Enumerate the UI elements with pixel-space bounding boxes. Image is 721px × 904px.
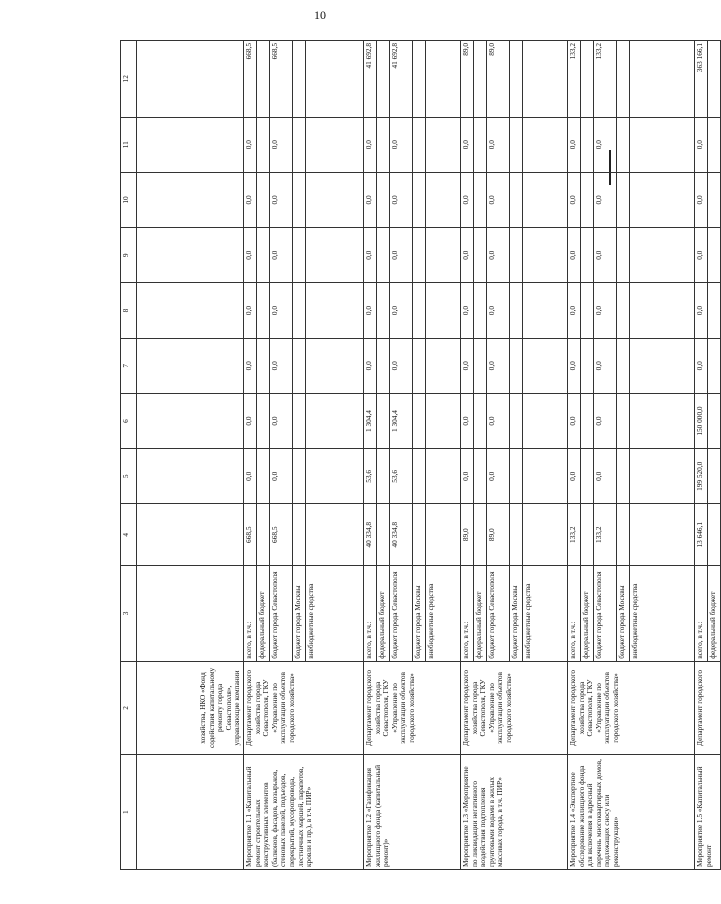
value-cell: [474, 393, 487, 448]
column-header: 10: [121, 172, 137, 227]
value-cell: [413, 117, 426, 172]
header-row: [121, 41, 137, 870]
value-cell: [510, 504, 523, 566]
column-header: 6: [121, 393, 137, 448]
value-cell: [630, 449, 695, 504]
funding-source-cell: всего, в т.ч.:: [461, 566, 474, 662]
continuation-executor-cell: хозяйства, НКО «Фонд содействия капитальному ремонту города Севастополя», управляющие компании: [137, 661, 244, 755]
value-cell: 89,0: [487, 41, 510, 118]
value-cell: [306, 338, 364, 393]
value-cell: 89,0: [461, 41, 474, 118]
value-cell: [581, 117, 594, 172]
value-cell: [474, 172, 487, 227]
value-cell: [306, 172, 364, 227]
value-cell: [306, 117, 364, 172]
value-cell: 0,0: [364, 172, 377, 227]
value-cell: [581, 283, 594, 338]
continuation-empty-cell: [137, 449, 244, 504]
value-cell: [523, 338, 568, 393]
value-cell: [257, 41, 270, 118]
value-cell: [510, 117, 523, 172]
value-cell: [377, 504, 390, 566]
value-cell: [426, 338, 461, 393]
continuation-empty-cell: [137, 338, 244, 393]
funding-source-cell: бюджет города Москвы: [510, 566, 523, 662]
value-cell: [617, 338, 630, 393]
column-header: 3: [121, 566, 137, 662]
value-cell: [306, 228, 364, 283]
value-cell: 133,2: [594, 504, 617, 566]
value-cell: [413, 41, 426, 118]
budget-row: [568, 41, 581, 870]
value-cell: [630, 172, 695, 227]
value-cell: 0,0: [244, 449, 257, 504]
value-cell: [708, 41, 721, 118]
value-cell: 0,0: [487, 172, 510, 227]
value-cell: [257, 393, 270, 448]
value-cell: 0,0: [594, 228, 617, 283]
funding-source-cell: внебюджетные средства: [426, 566, 461, 662]
value-cell: 199 520,0: [695, 449, 708, 504]
value-cell: 40 334,8: [390, 504, 413, 566]
value-cell: [708, 504, 721, 566]
value-cell: [426, 283, 461, 338]
value-cell: [523, 117, 568, 172]
budget-row: [461, 41, 474, 870]
column-header: 2: [121, 661, 137, 755]
value-cell: 668,5: [270, 41, 293, 118]
value-cell: 0,0: [695, 338, 708, 393]
funding-source-cell: внебюджетные средства: [523, 566, 568, 662]
column-header: 5: [121, 449, 137, 504]
funding-source-cell: федеральный бюджет: [581, 566, 594, 662]
value-cell: 1 304,4: [364, 393, 377, 448]
value-cell: 0,0: [270, 117, 293, 172]
value-cell: [293, 338, 306, 393]
value-cell: 133,2: [568, 504, 581, 566]
value-cell: [426, 449, 461, 504]
value-cell: 13 646,1: [695, 504, 708, 566]
value-cell: [377, 117, 390, 172]
value-cell: 0,0: [461, 393, 474, 448]
value-cell: [426, 393, 461, 448]
value-cell: 0,0: [461, 172, 474, 227]
value-cell: [413, 338, 426, 393]
value-cell: [474, 228, 487, 283]
value-cell: [426, 172, 461, 227]
event-name-cell: Мероприятие 1.2 «Газификация жилищного фонда (капитальный ремонт)»: [364, 755, 461, 870]
funding-source-cell: бюджет города Севастополя: [487, 566, 510, 662]
value-cell: [581, 338, 594, 393]
value-cell: [581, 393, 594, 448]
value-cell: 668,5: [244, 504, 257, 566]
value-cell: [510, 338, 523, 393]
event-name-cell: Мероприятие 1.1 «Капитальный ремонт строительных конструктивных элементов (балконов, фасадов, козырьков, стеновых панелей, подъездов, перекрытий, мусоропровода, лестничных маршей, парапетов, кровли и пр.), в т.ч. ПИР»: [244, 755, 364, 870]
value-cell: [293, 117, 306, 172]
value-cell: [523, 41, 568, 118]
value-cell: 0,0: [568, 449, 581, 504]
column-header: 8: [121, 283, 137, 338]
value-cell: 0,0: [244, 117, 257, 172]
value-cell: 0,0: [390, 117, 413, 172]
value-cell: [510, 283, 523, 338]
value-cell: 133,2: [568, 41, 581, 118]
value-cell: [426, 117, 461, 172]
executor-cell: Департамент городского хозяйства города Севастополя, ГКУ «Управление по эксплуатации объектов городского хозяйства»: [461, 661, 568, 755]
value-cell: 0,0: [244, 393, 257, 448]
column-header: 1: [121, 755, 137, 870]
column-header: 11: [121, 117, 137, 172]
value-cell: 0,0: [695, 172, 708, 227]
value-cell: [630, 393, 695, 448]
value-cell: [306, 393, 364, 448]
value-cell: [630, 228, 695, 283]
value-cell: 1 304,4: [390, 393, 413, 448]
value-cell: [293, 283, 306, 338]
column-header: 9: [121, 228, 137, 283]
value-cell: [413, 449, 426, 504]
value-cell: [257, 338, 270, 393]
value-cell: 0,0: [244, 172, 257, 227]
funding-source-cell: федеральный бюджет: [377, 566, 390, 662]
value-cell: 0,0: [594, 393, 617, 448]
value-cell: [377, 393, 390, 448]
value-cell: 89,0: [461, 504, 474, 566]
continuation-empty-cell: [137, 228, 244, 283]
value-cell: [257, 117, 270, 172]
funding-source-cell: всего, в т.ч.:: [364, 566, 377, 662]
value-cell: [306, 504, 364, 566]
value-cell: [523, 228, 568, 283]
value-cell: 89,0: [487, 504, 510, 566]
value-cell: [617, 504, 630, 566]
value-cell: [257, 172, 270, 227]
funding-source-cell: всего, в т.ч.:: [244, 566, 257, 662]
value-cell: [257, 504, 270, 566]
value-cell: 0,0: [270, 283, 293, 338]
value-cell: 0,0: [364, 228, 377, 283]
value-cell: 41 692,8: [364, 41, 377, 118]
continuation-empty-cell: [137, 172, 244, 227]
value-cell: 0,0: [390, 283, 413, 338]
value-cell: [474, 283, 487, 338]
budget-row: [244, 41, 257, 870]
value-cell: 0,0: [390, 172, 413, 227]
value-cell: [708, 228, 721, 283]
value-cell: 0,0: [594, 449, 617, 504]
value-cell: 0,0: [244, 338, 257, 393]
event-name-cell: Мероприятие 1.4 «Экспертное обследование жилищного фонда для включения в адресный перечень многоквартирных домов, подлежащих сносу или реконструкции»: [568, 755, 695, 870]
value-cell: 0,0: [487, 449, 510, 504]
value-cell: [377, 338, 390, 393]
page-number: 10: [314, 8, 326, 22]
continuation-empty-cell: [137, 117, 244, 172]
column-header: 7: [121, 338, 137, 393]
value-cell: [708, 283, 721, 338]
value-cell: 0,0: [568, 338, 581, 393]
value-cell: [293, 172, 306, 227]
rotated-table-container: [120, 40, 717, 870]
funding-source-cell: федеральный бюджет: [257, 566, 270, 662]
value-cell: [426, 41, 461, 118]
value-cell: 0,0: [487, 338, 510, 393]
value-cell: 0,0: [244, 228, 257, 283]
value-cell: [257, 283, 270, 338]
funding-source-cell: бюджет города Москвы: [617, 566, 630, 662]
value-cell: 0,0: [364, 283, 377, 338]
value-cell: [630, 338, 695, 393]
value-cell: [293, 393, 306, 448]
value-cell: [413, 228, 426, 283]
continuation-empty-cell: [137, 283, 244, 338]
value-cell: [377, 283, 390, 338]
value-cell: [581, 228, 594, 283]
value-cell: 0,0: [461, 117, 474, 172]
value-cell: 0,0: [568, 228, 581, 283]
funding-source-cell: бюджет города Севастополя: [390, 566, 413, 662]
value-cell: [413, 393, 426, 448]
value-cell: 0,0: [461, 228, 474, 283]
value-cell: 0,0: [244, 283, 257, 338]
value-cell: [523, 172, 568, 227]
value-cell: 0,0: [695, 117, 708, 172]
value-cell: [523, 393, 568, 448]
value-cell: [474, 117, 487, 172]
value-cell: [306, 283, 364, 338]
value-cell: [630, 117, 695, 172]
executor-cell: Департамент городского хозяйства города Севастополя, ГКУ «Управление по эксплуатации объектов городского хозяйства»: [568, 661, 695, 755]
value-cell: [377, 172, 390, 227]
funding-source-cell: федеральный бюджет: [474, 566, 487, 662]
value-cell: 0,0: [487, 228, 510, 283]
value-cell: [617, 228, 630, 283]
value-cell: 0,0: [594, 338, 617, 393]
value-cell: [413, 283, 426, 338]
value-cell: [523, 283, 568, 338]
value-cell: 0,0: [364, 338, 377, 393]
value-cell: [617, 283, 630, 338]
value-cell: [630, 41, 695, 118]
continuation-empty-cell: [137, 566, 244, 662]
value-cell: 0,0: [270, 393, 293, 448]
continuation-event-cell: [137, 755, 244, 870]
funding-source-cell: внебюджетные средства: [630, 566, 695, 662]
value-cell: [708, 117, 721, 172]
value-cell: 0,0: [594, 283, 617, 338]
value-cell: 0,0: [461, 283, 474, 338]
continuation-empty-cell: [137, 41, 244, 118]
value-cell: [617, 117, 630, 172]
value-cell: 0,0: [461, 338, 474, 393]
value-cell: [293, 504, 306, 566]
value-cell: 0,0: [568, 117, 581, 172]
value-cell: 0,0: [568, 283, 581, 338]
value-cell: [377, 449, 390, 504]
value-cell: [581, 504, 594, 566]
value-cell: 668,5: [270, 504, 293, 566]
value-cell: 0,0: [568, 393, 581, 448]
column-header: 4: [121, 504, 137, 566]
value-cell: 41 692,8: [390, 41, 413, 118]
value-cell: [257, 228, 270, 283]
value-cell: [630, 283, 695, 338]
value-cell: [630, 504, 695, 566]
continuation-row: [137, 41, 244, 870]
value-cell: 0,0: [270, 338, 293, 393]
value-cell: 0,0: [390, 228, 413, 283]
value-cell: 0,0: [594, 117, 617, 172]
value-cell: [293, 41, 306, 118]
value-cell: [617, 41, 630, 118]
continuation-empty-cell: [137, 393, 244, 448]
value-cell: 0,0: [695, 228, 708, 283]
funding-source-cell: всего, в т.ч.:: [568, 566, 581, 662]
funding-source-cell: федеральный бюджет: [708, 566, 721, 662]
value-cell: 0,0: [390, 338, 413, 393]
value-cell: 0,0: [594, 172, 617, 227]
value-cell: [474, 338, 487, 393]
value-cell: 0,0: [487, 283, 510, 338]
value-cell: 0,0: [364, 117, 377, 172]
value-cell: [426, 504, 461, 566]
value-cell: [474, 449, 487, 504]
value-cell: 133,2: [594, 41, 617, 118]
event-name-cell: Мероприятие 1.5 «Капитальный ремонт: [695, 755, 721, 870]
value-cell: 668,5: [244, 41, 257, 118]
value-cell: 53,6: [390, 449, 413, 504]
value-cell: [581, 172, 594, 227]
funding-source-cell: бюджет города Севастополя: [270, 566, 293, 662]
value-cell: 0,0: [568, 172, 581, 227]
funding-source-cell: бюджет города Севастополя: [594, 566, 617, 662]
value-cell: [617, 172, 630, 227]
value-cell: [257, 449, 270, 504]
value-cell: 0,0: [270, 228, 293, 283]
value-cell: [306, 41, 364, 118]
executor-cell: Департамент городского хозяйства города Севастополя, ГКУ «Управление по эксплуатации объектов городского хозяйства»: [364, 661, 461, 755]
value-cell: [617, 393, 630, 448]
column-header: 12: [121, 41, 137, 118]
value-cell: 0,0: [461, 449, 474, 504]
value-cell: 150 000,0: [695, 393, 708, 448]
value-cell: 0,0: [270, 172, 293, 227]
value-cell: 0,0: [487, 393, 510, 448]
budget-row: [364, 41, 377, 870]
value-cell: [581, 449, 594, 504]
value-cell: [377, 228, 390, 283]
value-cell: [306, 449, 364, 504]
value-cell: 40 334,8: [364, 504, 377, 566]
value-cell: 363 166,1: [695, 41, 708, 118]
funding-source-cell: внебюджетные средства: [306, 566, 364, 662]
value-cell: [708, 338, 721, 393]
value-cell: [426, 228, 461, 283]
value-cell: 0,0: [695, 283, 708, 338]
value-cell: [708, 449, 721, 504]
value-cell: [617, 449, 630, 504]
value-cell: [708, 172, 721, 227]
funding-source-cell: бюджет города Москвы: [413, 566, 426, 662]
value-cell: [474, 41, 487, 118]
value-cell: [377, 41, 390, 118]
value-cell: [510, 449, 523, 504]
value-cell: [510, 41, 523, 118]
continuation-empty-cell: [137, 504, 244, 566]
value-cell: [708, 393, 721, 448]
budget-table: [120, 40, 721, 870]
value-cell: [510, 228, 523, 283]
value-cell: [293, 449, 306, 504]
budget-row: [695, 41, 708, 870]
value-cell: [413, 504, 426, 566]
value-cell: 0,0: [270, 449, 293, 504]
executor-cell: Департамент городского: [695, 661, 721, 755]
value-cell: [413, 172, 426, 227]
event-name-cell: Мероприятие 1.3 «Мероприятие по ликвидации негативного воздействия подтопления грунтовыми водами в жилых массивах города, в т.ч. ПИР»: [461, 755, 568, 870]
value-cell: [474, 504, 487, 566]
value-cell: [523, 449, 568, 504]
value-cell: [293, 228, 306, 283]
funding-source-cell: всего, в т.ч.:: [695, 566, 708, 662]
value-cell: 53,6: [364, 449, 377, 504]
value-cell: 0,0: [487, 117, 510, 172]
value-cell: [581, 41, 594, 118]
funding-source-cell: бюджет города Москвы: [293, 566, 306, 662]
value-cell: [523, 504, 568, 566]
executor-cell: Департамент городского хозяйства города Севастополя, ГКУ «Управление по эксплуатации объектов городского хозяйства»: [244, 661, 364, 755]
value-cell: [510, 393, 523, 448]
value-cell: [510, 172, 523, 227]
